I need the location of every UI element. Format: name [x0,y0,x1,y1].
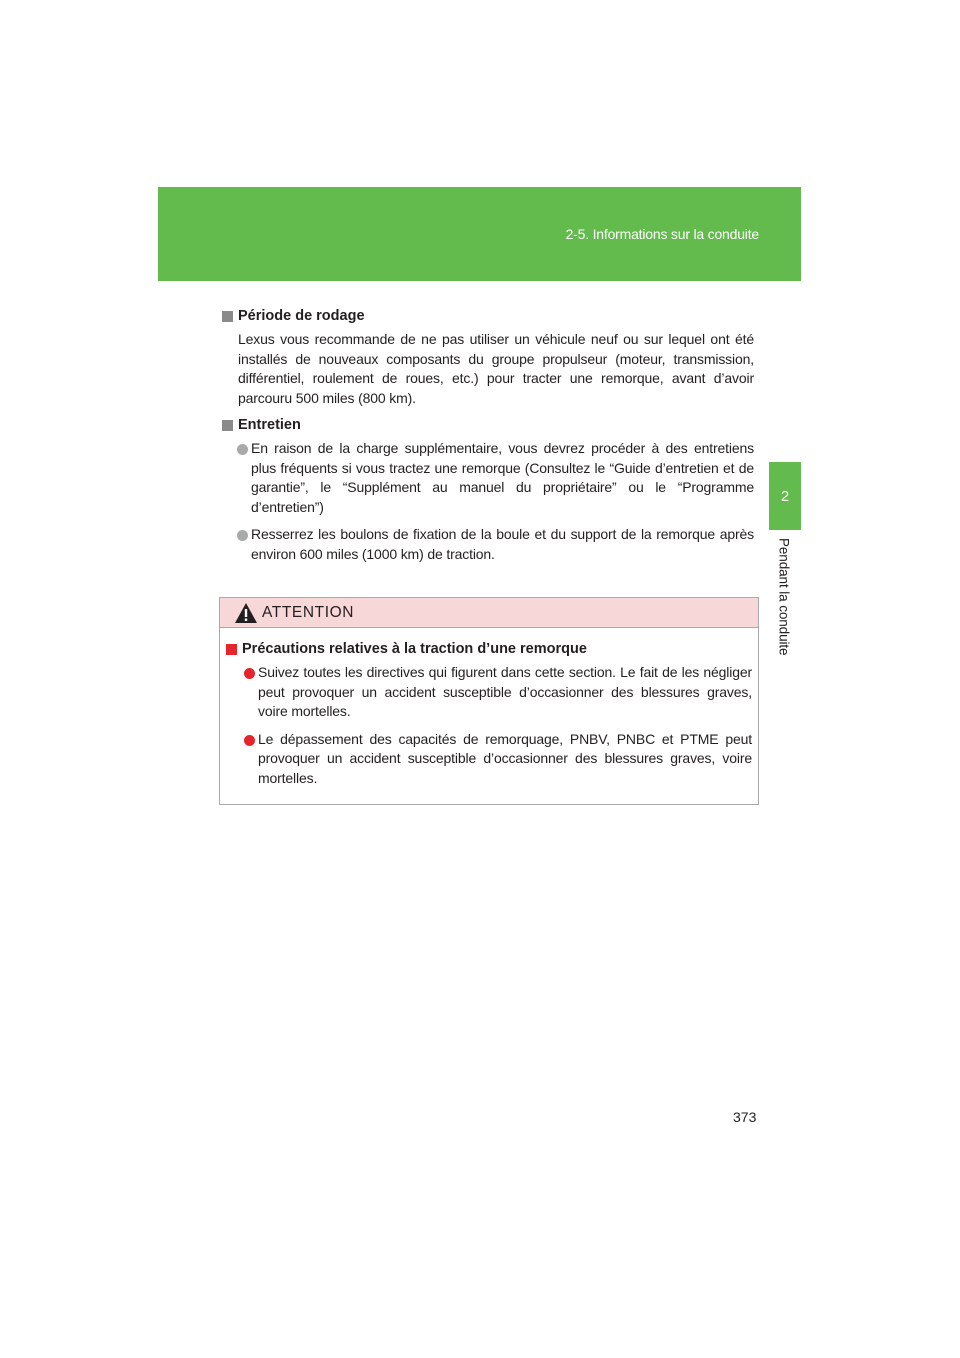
warning-body [220,628,758,788]
square-bullet-icon [222,420,233,431]
circle-bullet-icon [244,668,255,679]
list-item [251,525,754,564]
circle-bullet-icon [237,530,248,541]
chapter-title-vertical [770,538,798,668]
warning-header [220,598,758,628]
warning-triangle-icon [234,602,258,624]
page-number: 373 [733,1109,757,1125]
list-item-text: En raison de la charge supplémentaire, vous devrez procéder à des entretiens plus fréquents si vous tractez une remorque (Consultez le “Guide d’entretien et de garantie”, le “Supplément au manuel du propriétaire” ou le “Programme d’entretien”) [251,440,754,515]
list-item [251,439,754,517]
header-band [158,187,801,281]
square-bullet-icon [222,311,233,322]
section-title-entretien: Entretien [238,417,301,433]
warning-heading [226,641,752,657]
warning-label: ATTENTION [262,603,355,621]
square-bullet-icon [226,644,237,655]
warning-box [219,597,759,805]
chapter-number: 2 [780,487,790,505]
main-content [222,308,754,572]
section-title-rodage: Période de rodage [238,308,365,324]
list-item-text: Suivez toutes les directives qui figurent dans cette section. Le fait de les négliger peut provoquer un accident susceptible d’occasionner des blessures graves, voire mortelles. [258,664,752,719]
circle-bullet-icon [237,444,248,455]
section-heading-entretien [222,417,754,433]
list-item-text: Le dépassement des capacités de remorquage, PNBV, PNBC et PTME peut provoquer un accident susceptible d’occasionner des blessures graves, voire mortelles. [258,730,752,786]
list-item-text: Resserrez les boulons de fixation de la boule et du support de la remorque après environ 600 miles (1000 km) de traction. [251,526,754,562]
chapter-tab [769,462,801,530]
paragraph-rodage: Lexus vous recommande de ne pas utiliser un véhicule neuf ou sur lequel ont été installés de nouveaux composants du groupe propulseur (moteur, transmission, différentiel, roulement de roues, etc.) pour tracter une remorque, avant d’avoir parcouru 500 miles (800 km). [238,331,754,406]
chapter-title: Pendant la conduite [776,538,792,656]
circle-bullet-icon [244,735,255,746]
section-title: 2-5. Informations sur la conduite [565,226,759,242]
warning-title: Précautions relatives à la traction d’une remorque [242,641,587,657]
list-item [258,730,752,789]
list-item [258,663,752,722]
section-heading-rodage [222,308,754,324]
